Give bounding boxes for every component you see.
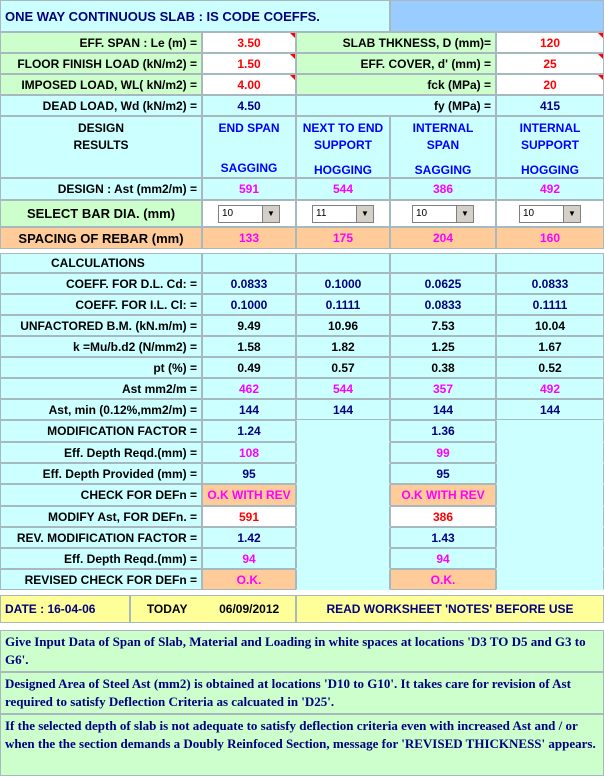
blank-cell <box>296 253 390 273</box>
calc-cell: 144 <box>202 399 296 420</box>
blank-cell <box>296 548 390 569</box>
bar-dia-value: 10 <box>523 208 535 219</box>
rev-eff-depth-reqd-cell: 94 <box>202 548 296 569</box>
modification-factor-label: MODIFICATION FACTOR = <box>0 420 202 442</box>
calc-cell: 0.57 <box>296 357 390 378</box>
calc-cell: 0.1000 <box>202 294 296 315</box>
calc-cell: 0.0625 <box>390 273 496 294</box>
spacing-cell: 204 <box>390 227 496 249</box>
spacing-cell: 175 <box>296 227 390 249</box>
imposed-load-label: IMPOSED LOAD, WL( kN/m2) = <box>0 74 202 95</box>
design-ast-cell: 492 <box>496 178 604 200</box>
span-input[interactable]: 3.50 <box>202 32 296 53</box>
column-header-line: SUPPORT <box>520 138 579 152</box>
calc-cell: 544 <box>296 378 390 399</box>
calc-row-label: Ast mm2/m = <box>0 378 202 399</box>
today-value: 06/09/2012 <box>219 602 280 616</box>
blank-cell <box>496 527 604 548</box>
calc-cell: 9.49 <box>202 315 296 336</box>
blank-cell <box>496 548 604 569</box>
calc-cell: 144 <box>390 399 496 420</box>
bar-dia-cell <box>390 200 496 227</box>
dropdown-arrow-icon[interactable]: ▼ <box>563 206 580 222</box>
spacing-label: SPACING OF REBAR (mm) <box>0 227 202 249</box>
design-ast-label: DESIGN : Ast (mm2/m) = <box>0 178 202 200</box>
floor-finish-label: FLOOR FINISH LOAD (kN/m2) = <box>0 53 202 74</box>
column-header-line: HOGGING <box>520 163 579 177</box>
eff-depth-reqd-cell: 108 <box>202 442 296 463</box>
rev-modification-factor-label: REV. MODIFICATION FACTOR = <box>0 527 202 548</box>
calc-cell: 1.58 <box>202 336 296 357</box>
calc-cell: 462 <box>202 378 296 399</box>
rev-modification-factor-cell: 1.42 <box>202 527 296 548</box>
column-header-line: HOGGING <box>313 163 372 177</box>
check-defn-cell: O.K WITH REV <box>202 484 296 506</box>
bar-dia-select[interactable] <box>519 205 581 223</box>
check-defn-label: CHECK FOR DEFn = <box>0 484 202 506</box>
revised-check-defn-cell: O.K. <box>202 569 296 590</box>
rev-eff-depth-reqd-cell: 94 <box>390 548 496 569</box>
calc-cell: 144 <box>296 399 390 420</box>
blank-cell <box>202 253 296 273</box>
eff-depth-reqd-cell: 99 <box>390 442 496 463</box>
fy-value: 415 <box>496 95 604 116</box>
bar-dia-select[interactable] <box>218 205 280 223</box>
bar-dia-cell <box>496 200 604 227</box>
dropdown-arrow-icon[interactable]: ▼ <box>356 206 373 222</box>
dropdown-arrow-icon[interactable]: ▼ <box>456 206 473 222</box>
calc-row-label: pt (%) = <box>0 357 202 378</box>
bar-dia-value: 10 <box>416 208 428 219</box>
column-header <box>202 116 296 178</box>
calc-row-label: COEFF. FOR I.L. Cl: = <box>0 294 202 315</box>
column-header <box>296 116 390 178</box>
eff-depth-provided-cell: 95 <box>202 463 296 484</box>
blank-cell <box>296 463 390 484</box>
calc-cell: 1.67 <box>496 336 604 357</box>
thickness-input[interactable]: 120 <box>496 32 604 53</box>
column-header-line: INTERNAL <box>519 121 581 135</box>
design-results-header <box>0 116 202 178</box>
calc-row-label: k =Mu/b.d2 (N/mm2) = <box>0 336 202 357</box>
calc-cell: 7.53 <box>390 315 496 336</box>
column-header <box>390 116 496 178</box>
calc-cell: 0.0833 <box>202 273 296 294</box>
calc-cell: 492 <box>496 378 604 399</box>
floor-finish-input[interactable]: 1.50 <box>202 53 296 74</box>
column-header-line: INTERNAL <box>412 121 474 135</box>
title-blank <box>390 0 604 32</box>
calc-cell: 0.49 <box>202 357 296 378</box>
revised-check-defn-label: REVISED CHECK FOR DEFn = <box>0 569 202 590</box>
modification-factor-cell: 1.36 <box>390 420 496 442</box>
modify-ast-cell: 591 <box>202 506 296 527</box>
dead-load-label: DEAD LOAD, Wd (kN/m2) = <box>0 95 202 116</box>
calc-row-label: UNFACTORED B.M. (kN.m/m) = <box>0 315 202 336</box>
rev-eff-depth-reqd-label: Eff. Depth Reqd.(mm) = <box>0 548 202 569</box>
note-1: Give Input Data of Span of Slab, Material and Loading in white spaces at locations 'D3 TO D5 and G3 to G6'. <box>0 630 604 672</box>
blank-cell <box>390 253 496 273</box>
span-label: EFF. SPAN : Le (m) = <box>0 32 202 53</box>
blank-cell <box>496 442 604 463</box>
calc-cell: 10.96 <box>296 315 390 336</box>
modification-factor-cell: 1.24 <box>202 420 296 442</box>
spacing-cell: 160 <box>496 227 604 249</box>
read-notes-banner: READ WORKSHEET 'NOTES' BEFORE USE <box>296 595 604 623</box>
bar-dia-label: SELECT BAR DIA. (mm) <box>0 200 202 227</box>
blank-cell <box>296 569 390 590</box>
bar-dia-value: 11 <box>316 208 327 219</box>
blank-cell <box>496 420 604 442</box>
column-header-line: SPAN <box>426 138 460 152</box>
blank-cell <box>496 484 604 506</box>
calc-cell: 10.04 <box>496 315 604 336</box>
thickness-label: SLAB THKNESS, D (mm)= <box>296 32 496 53</box>
rev-modification-factor-cell: 1.43 <box>390 527 496 548</box>
calc-cell: 144 <box>496 399 604 420</box>
blank-cell <box>296 442 390 463</box>
calc-cell: 0.0833 <box>496 273 604 294</box>
calc-cell: 357 <box>390 378 496 399</box>
calc-cell: 0.0833 <box>390 294 496 315</box>
design-ast-cell: 591 <box>202 178 296 200</box>
blank-cell <box>496 463 604 484</box>
bar-dia-value: 10 <box>222 208 234 219</box>
column-header-line: NEXT TO END <box>302 121 384 135</box>
design-header-line2: RESULTS <box>73 138 129 152</box>
calculations-header: CALCULATIONS <box>0 253 202 273</box>
check-defn-cell: O.K WITH REV <box>390 484 496 506</box>
calc-cell: 0.52 <box>496 357 604 378</box>
eff-depth-provided-cell: 95 <box>390 463 496 484</box>
bar-dia-cell <box>296 200 390 227</box>
imposed-load-input[interactable]: 4.00 <box>202 74 296 95</box>
dead-load-value: 4.50 <box>202 95 296 116</box>
blank-cell <box>496 506 604 527</box>
eff-depth-reqd-label: Eff. Depth Reqd.(mm) = <box>0 442 202 463</box>
revised-check-defn-cell: O.K. <box>390 569 496 590</box>
column-header <box>496 116 604 178</box>
calc-cell: 1.25 <box>390 336 496 357</box>
fck-input[interactable]: 20 <box>496 74 604 95</box>
blank-cell <box>296 420 390 442</box>
fy-label: fy (MPa) = <box>296 95 496 116</box>
blank-cell <box>496 569 604 590</box>
blank-cell <box>496 253 604 273</box>
design-ast-cell: 386 <box>390 178 496 200</box>
design-ast-cell: 544 <box>296 178 390 200</box>
spacing-cell: 133 <box>202 227 296 249</box>
calc-cell: 0.1111 <box>296 294 390 315</box>
blank-cell <box>296 484 390 506</box>
design-header-line1: DESIGN <box>77 121 124 135</box>
calc-cell: 1.82 <box>296 336 390 357</box>
blank-cell <box>296 527 390 548</box>
calc-row-label: Ast, min (0.12%,mm2/m) = <box>0 399 202 420</box>
bar-dia-select[interactable] <box>312 205 374 223</box>
note-2: Designed Area of Steel Ast (mm2) is obtained at locations 'D10 to G10'. It takes care for revision of Ast required to satisfy Deflection Criteria as calcuated in 'D25'. <box>0 672 604 714</box>
bar-dia-cell <box>202 200 296 227</box>
today-label: TODAY <box>146 602 188 616</box>
blank-cell <box>296 506 390 527</box>
calc-row-label: COEFF. FOR D.L. Cd: = <box>0 273 202 294</box>
note-3: If the selected depth of slab is not adequate to satisfy deflection criteria even with increased Ast and / or when the the section demands a Doubly Reinfoced Section, message for 'REVISED THICKNESS' appears. <box>0 714 604 776</box>
column-header-line: SUPPORT <box>313 138 372 152</box>
calc-cell: 0.38 <box>390 357 496 378</box>
eff-depth-provided-label: Eff. Depth Provided (mm) = <box>0 463 202 484</box>
sheet-title: ONE WAY CONTINUOUS SLAB : IS CODE COEFFS. <box>0 0 390 32</box>
date-label: DATE : 16-04-06 <box>0 595 130 623</box>
column-header-line: SAGGING <box>414 163 472 177</box>
column-header-line: SAGGING <box>220 161 278 175</box>
cover-label: EFF. COVER, d' (mm) = <box>296 53 496 74</box>
column-header-line: END SPAN <box>218 121 280 135</box>
calc-cell: 0.1000 <box>296 273 390 294</box>
bar-dia-select[interactable] <box>412 205 474 223</box>
today-box <box>130 595 296 623</box>
calc-cell: 0.1111 <box>496 294 604 315</box>
dropdown-arrow-icon[interactable]: ▼ <box>262 206 279 222</box>
modify-ast-cell: 386 <box>390 506 496 527</box>
cover-input[interactable]: 25 <box>496 53 604 74</box>
fck-label: fck (MPa) = <box>296 74 496 95</box>
modify-ast-label: MODIFY Ast, FOR DEFn. = <box>0 506 202 527</box>
